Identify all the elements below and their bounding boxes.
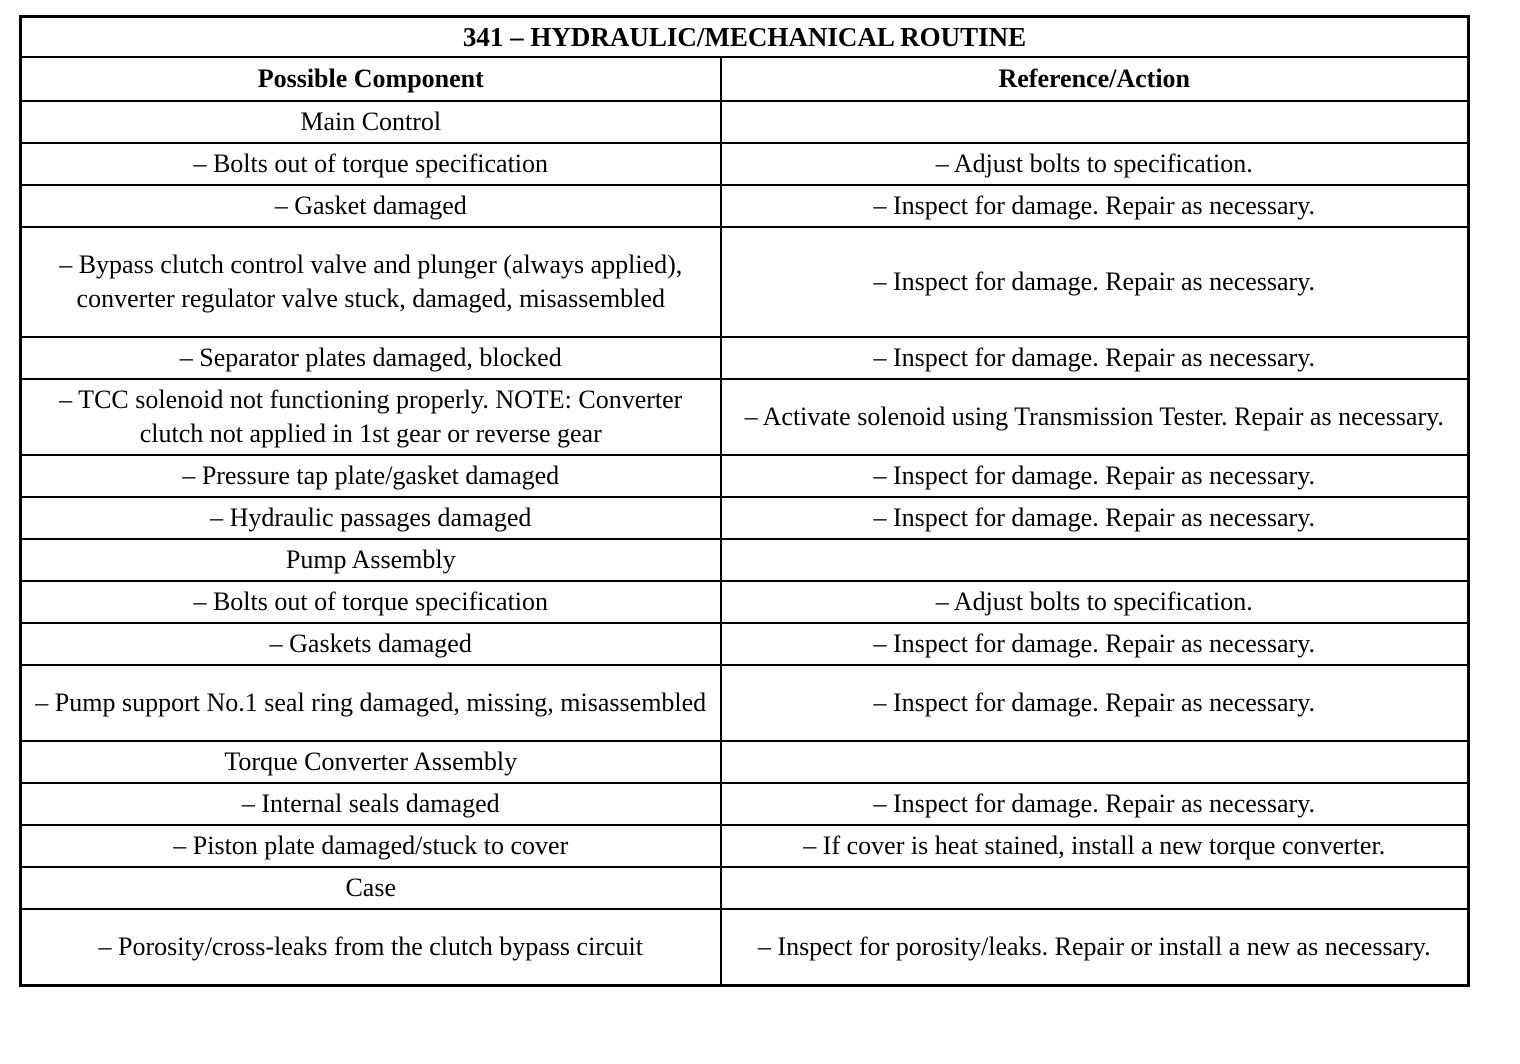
- table-row: [21, 581, 1469, 623]
- table-row: [21, 455, 1469, 497]
- component-cell: – Bolts out of torque specification: [21, 143, 721, 185]
- component-cell: – TCC solenoid not functioning properly. NOTE: Converter clutch not applied in 1st gear or reverse gear: [21, 379, 721, 455]
- table-row: [21, 909, 1469, 986]
- component-cell: Torque Converter Assembly: [21, 741, 721, 783]
- table-row: [21, 783, 1469, 825]
- section-row-pump-assembly: [21, 539, 1469, 581]
- component-cell: – Pressure tap plate/gasket damaged: [21, 455, 721, 497]
- action-cell: – Inspect for damage. Repair as necessary.: [721, 227, 1469, 337]
- column-header-action: Reference/Action: [721, 57, 1469, 101]
- action-cell: – Inspect for damage. Repair as necessary.: [721, 455, 1469, 497]
- action-cell: – Inspect for damage. Repair as necessary.: [721, 497, 1469, 539]
- action-cell: – Adjust bolts to specification.: [721, 581, 1469, 623]
- section-row-main-control: [21, 101, 1469, 143]
- component-cell: Pump Assembly: [21, 539, 721, 581]
- column-header-component: Possible Component: [21, 57, 721, 101]
- table-row: [21, 623, 1469, 665]
- table-title: 341 – HYDRAULIC/MECHANICAL ROUTINE: [21, 17, 1469, 58]
- component-cell: – Piston plate damaged/stuck to cover: [21, 825, 721, 867]
- action-cell: [721, 741, 1469, 783]
- action-cell: – Inspect for damage. Repair as necessary.: [721, 185, 1469, 227]
- routine-table: [19, 15, 1470, 987]
- component-cell: – Gasket damaged: [21, 185, 721, 227]
- action-cell: – Inspect for damage. Repair as necessary.: [721, 665, 1469, 741]
- action-cell: [721, 101, 1469, 143]
- section-row-torque-converter: [21, 741, 1469, 783]
- section-row-case: [21, 867, 1469, 909]
- action-cell: – Inspect for porosity/leaks. Repair or install a new as necessary.: [721, 909, 1469, 986]
- action-cell: – Inspect for damage. Repair as necessary.: [721, 337, 1469, 379]
- component-cell: – Separator plates damaged, blocked: [21, 337, 721, 379]
- table-row: [21, 227, 1469, 337]
- action-cell: – Inspect for damage. Repair as necessary.: [721, 623, 1469, 665]
- table-row: [21, 665, 1469, 741]
- component-cell: – Bypass clutch control valve and plunger (always applied), converter regulator valve stuck, damaged, misassembled: [21, 227, 721, 337]
- action-cell: – If cover is heat stained, install a new torque converter.: [721, 825, 1469, 867]
- table-row: [21, 497, 1469, 539]
- header-row: [21, 57, 1469, 101]
- table-row: [21, 337, 1469, 379]
- component-cell: – Internal seals damaged: [21, 783, 721, 825]
- component-cell: – Hydraulic passages damaged: [21, 497, 721, 539]
- action-cell: – Adjust bolts to specification.: [721, 143, 1469, 185]
- action-cell: [721, 539, 1469, 581]
- title-row: [21, 17, 1469, 58]
- action-cell: – Activate solenoid using Transmission Tester. Repair as necessary.: [721, 379, 1469, 455]
- component-cell: – Bolts out of torque specification: [21, 581, 721, 623]
- component-cell: Main Control: [21, 101, 721, 143]
- table-row: [21, 379, 1469, 455]
- component-cell: – Gaskets damaged: [21, 623, 721, 665]
- table-row: [21, 185, 1469, 227]
- action-cell: [721, 867, 1469, 909]
- table-row: [21, 825, 1469, 867]
- component-cell: – Porosity/cross-leaks from the clutch bypass circuit: [21, 909, 721, 986]
- action-cell: – Inspect for damage. Repair as necessary.: [721, 783, 1469, 825]
- component-cell: Case: [21, 867, 721, 909]
- component-cell: – Pump support No.1 seal ring damaged, missing, misassembled: [21, 665, 721, 741]
- table-row: [21, 143, 1469, 185]
